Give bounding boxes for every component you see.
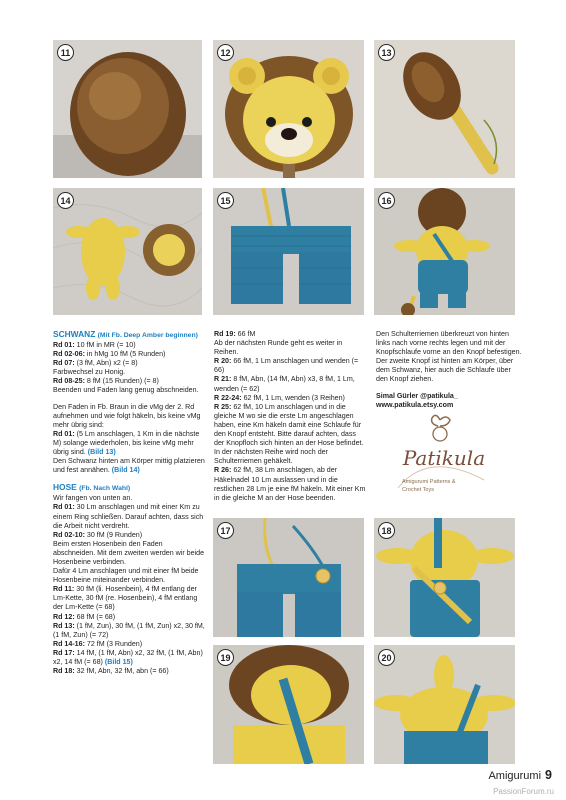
step-number-badge: 14 [57, 192, 74, 209]
instruction-line: Rd 12: 68 fM (= 68) [53, 612, 116, 621]
instruction-line: Rd 02-10: 30 fM (9 Runden) [53, 530, 143, 539]
paragraph: Den Schulterriemen überkreuzt von hinten links nach vorne rechts legen und mit der Knopfschlaufe vorne an den Knopf befestigen. Der zweite Knopf ist hinten am Körper, über dem Schwanz, hier auch die Schlaufe über den Knopf ziehen. [376, 330, 522, 384]
step-number-badge: 17 [217, 522, 234, 539]
photo-16-lion-back-with-pants [374, 188, 515, 315]
photo-19-lion-back-strap [213, 645, 364, 764]
watermark-site: PassionForum.ru [493, 787, 554, 796]
section-heading-hose: HOSE (Fb. Nach Wahl) [53, 482, 131, 493]
instruction-line: Rd 07: (3 fM, Abn) x2 (= 8) [53, 359, 138, 368]
instruction-line: Rd 01: (5 Lm anschlagen, 1 Km in die nächste M) solange wiederholen, bis keine vMg mehr übrig sind. (Bild 13) [53, 429, 200, 457]
step-number-badge: 11 [57, 44, 74, 61]
instruction-line: Rd 11: 30 fM (li. Hosenbein), 4 fM entlang der Lm-Kette, 30 fM (re. Hosenbein), 4 fM entlang der Lm-Kette (= 68) [53, 585, 198, 612]
photo-13-tail-fringe [374, 40, 515, 178]
photo-14-body-and-tail [53, 188, 202, 315]
step-number-badge: 15 [217, 192, 234, 209]
instruction-line: Rd 17: 14 fM, (1 fM, Abn) x2, 32 fM, (1 fM, Abn) x2, 14 fM (= 68) (Bild 15) [53, 648, 203, 666]
instruction-line: R 20: 66 fM, 1 Lm anschlagen und wenden (= 66) [214, 357, 359, 375]
column-left [53, 329, 205, 676]
paragraph: Wir fangen von unten an. [53, 494, 133, 503]
page-footer [488, 768, 552, 782]
instruction-line: Farbwechsel zu Honig. [53, 368, 126, 377]
step-number-badge: 12 [217, 44, 234, 61]
step-number-badge: 19 [217, 649, 234, 666]
instruction-line: R 22-24: 62 fM, 1 Lm, wenden (3 Reihen) [214, 393, 345, 402]
column-right [376, 330, 522, 410]
patikula-logo [388, 410, 498, 508]
instruction-line: Rd 14-16: 72 fM (3 Runden) [53, 639, 143, 648]
photo-11-lion-mane [53, 40, 202, 178]
instruction-line: Rd 13: (1 fM, Zun), 30 fM, (1 fM, Zun) x2, 30 fM, (1 fM, Zun) (= 72) [53, 621, 205, 639]
magazine-name: Amigurumi [488, 770, 542, 782]
paragraph: Dafür 4 Lm anschlagen und mit einer fM beide Hosenbeine miteinander verbinden. [53, 567, 199, 585]
photo-20-lion-back-overalls [374, 645, 515, 764]
step-number-badge: 13 [378, 44, 395, 61]
photo-12-lion-head [213, 40, 364, 178]
step-number-badge: 18 [378, 522, 395, 539]
section-heading-schwanz: SCHWANZ (Mit Fb. Deep Amber beginnen) [53, 329, 198, 339]
author-credit: Simal Gürler @patikula_ [376, 391, 458, 400]
page-number: 9 [545, 768, 552, 782]
instruction-line: Beenden und Faden lang genug abschneiden. [53, 386, 199, 395]
photo-17-pants-with-button [213, 518, 364, 637]
website-link[interactable]: www.patikula.etsy.com [376, 400, 454, 409]
step-number-badge: 20 [378, 649, 395, 666]
photo-18-lion-front-overalls [374, 518, 515, 637]
instruction-line: Rd 18: 32 fM, Abn, 32 fM, abn (= 66) [53, 667, 169, 676]
paragraph: Den Faden in Fb. Braun in die vMg der 2. Rd aufnehmen und wie folgt häkeln, bis keine vMg mehr übrig sind: [53, 402, 201, 429]
instruction-line: Rd 01: 10 fM in MR (= 10) [53, 341, 136, 349]
instruction-line: R 26: 62 fM, 38 Lm anschlagen, ab der Häkelnadel 10 Lm auslassen und in die restlichen 28 Lm je eine fM häkeln. Mit einer Km in die gleiche M an der Hose beenden. [214, 466, 366, 502]
column-middle [214, 330, 366, 503]
photo-15-crochet-pants [213, 188, 364, 315]
instruction-line: Rd 08-25: 8 fM (15 Runden) (= 8) [53, 377, 159, 386]
instruction-line: R 21: 8 fM, Abn, (14 fM, Abn) x3, 8 fM, 1 Lm, wenden (= 62) [214, 375, 355, 393]
instruction-line: Rd 01: 30 Lm anschlagen und mit einer Km zu einem Ring schließen. Darauf achten, dass sich die Arbeit nicht verdreht. [53, 503, 204, 530]
paragraph: Beim ersten Hosenbein den Faden abschneiden. Mit dem zweiten werden wir beide Hosenbeine verbinden. [53, 539, 205, 566]
instruction-line: Rd 02-06: in hMg 10 fM (5 Runden) [53, 350, 166, 359]
instruction-line: R 25: 62 fM, 10 Lm anschlagen und in die gleiche M wo sie die erste Lm angeschlagen haben, eine Km häkeln damit eine Schlaufe für den Knopf entsteht. Bitte darauf achten, dass der Knopfloch sich hinten an der Hose befindet. In der nächsten Reihe wird noch der Schulterriemen gehäkelt. [214, 402, 364, 466]
paragraph: Den Schwanz hinten am Körper mittig platzieren und fest annähen. (Bild 14) [53, 457, 205, 475]
step-number-badge: 16 [378, 192, 395, 209]
logo-tagline: Amigurumi Patterns & Crochet Toys [402, 479, 456, 493]
paragraph: Ab der nächsten Runde geht es weiter in Reihen. [214, 339, 343, 357]
logo-wordmark: Patikula [402, 446, 486, 470]
instruction-line: Rd 19: 66 fM [214, 330, 256, 338]
